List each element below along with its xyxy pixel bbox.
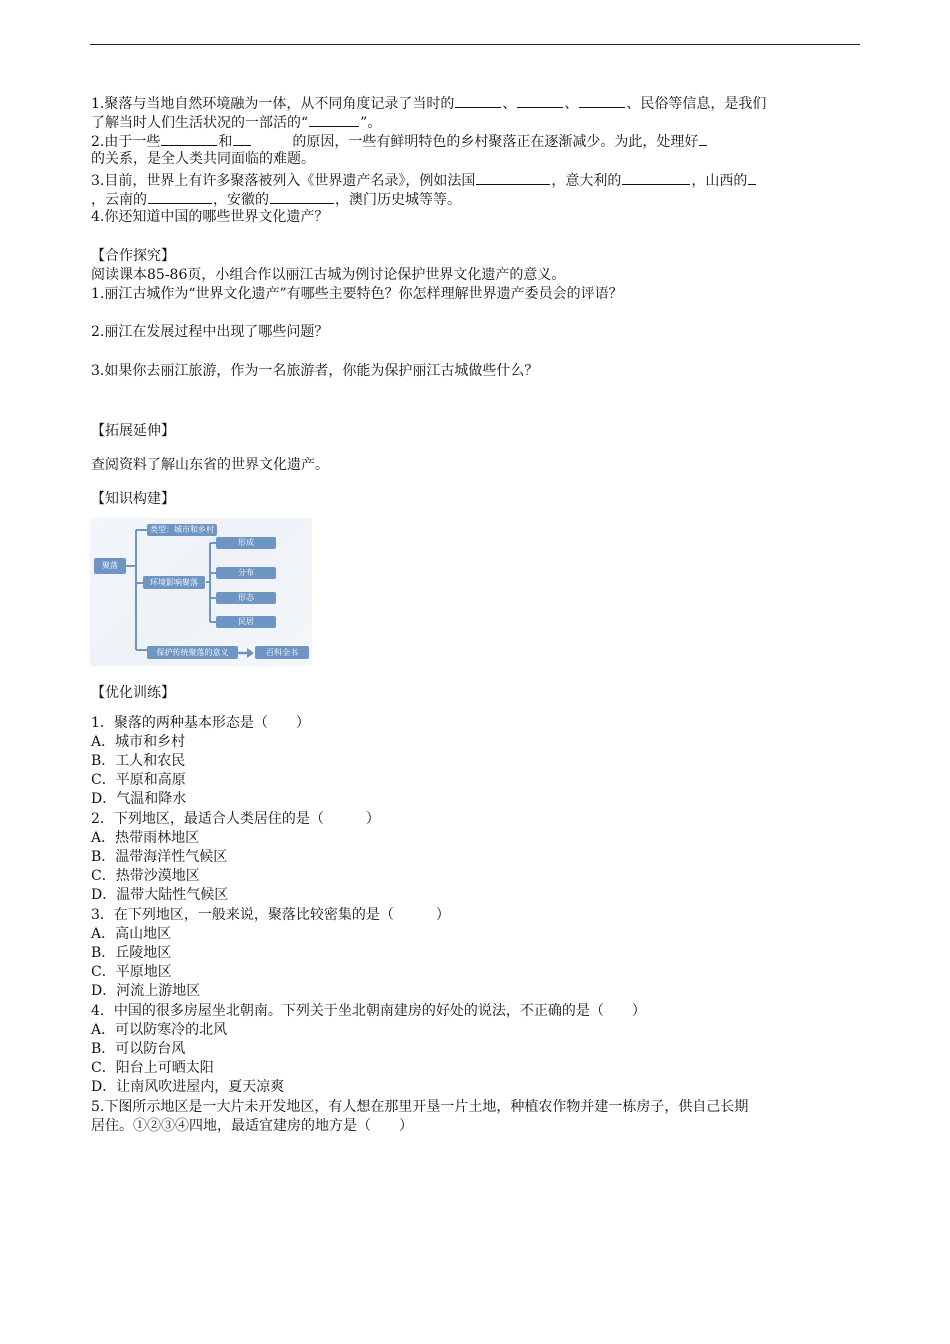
mindmap-root: 聚落 — [94, 558, 126, 574]
training-line: 3．在下列地区，一般来说，聚落比较密集的是（ ） — [91, 907, 450, 923]
fill-q3-line2: ，云南的 ，安徽的 ，澳门历史城等等。 — [91, 189, 461, 210]
training-line: 4．中国的很多房屋坐北朝南。下列关于坐北朝南建房的好处的说法，不正确的是（ ） — [91, 1003, 646, 1019]
training-line: 1．聚落的两种基本形态是（ ） — [91, 715, 310, 731]
header-rule — [90, 44, 860, 45]
fill-q1-line2: 了解当时人们生活状况的一部活的“ ”。 — [91, 112, 381, 133]
extension-text: 查阅资料了解山东省的世界文化遗产。 — [91, 457, 329, 473]
fill-q1-line1: 1.聚落与当地自然环境融为一体，从不同角度记录了当时的 、 、 、民俗等信息，是我们 — [91, 93, 766, 114]
training-line: 5.下图所示地区是一大片未开发地区，有人想在那里开垦一片土地，种植农作物并建一栋房子，供自己长期 — [91, 1099, 749, 1115]
cooperation-q1: 1.丽江古城作为“世界文化遗产”有哪些主要特色？你怎样理解世界遗产委员会的评语？ — [91, 286, 623, 302]
training-line: B．丘陵地区 — [91, 945, 172, 961]
knowledge-heading: 【知识构建】 — [91, 491, 175, 507]
fill-q3-line1: 3.目前，世界上有许多聚落被列入《世界遗产名录》，例如法国 ，意大利的 ，山西的 — [91, 170, 757, 191]
cooperation-intro: 阅读课本85-86页，小组合作以丽江古城为例讨论保护世界文化遗产的意义。 — [91, 267, 566, 283]
cooperation-q2: 2.丽江在发展过程中出现了哪些问题？ — [91, 324, 329, 340]
training-line: A．热带雨林地区 — [91, 830, 200, 846]
training-line: B．可以防台风 — [91, 1041, 186, 1057]
cooperation-heading: 【合作探究】 — [91, 248, 175, 264]
training-line: C．热带沙漠地区 — [91, 868, 200, 884]
mindmap-protect: 保护传统聚落的意义 — [147, 646, 238, 659]
mindmap-sub-dwelling: 民居 — [216, 616, 276, 628]
training-line: D．温带大陆性气候区 — [91, 887, 229, 903]
training-line: C．平原和高原 — [91, 772, 186, 788]
training-line: A．城市和乡村 — [91, 734, 186, 750]
mindmap-type: 类型：城市和乡村 — [147, 524, 217, 536]
knowledge-mindmap — [90, 518, 312, 666]
training-line: A．高山地区 — [91, 926, 172, 942]
mindmap-env: 环境影响聚落 — [143, 576, 205, 589]
training-line: C．平原地区 — [91, 964, 172, 980]
training-line: B．温带海洋性气候区 — [91, 849, 228, 865]
fill-q2-line1: 2.由于一些 和 的原因，一些有鲜明特色的乡村聚落正在逐渐减少。为此，处理好 — [91, 131, 708, 152]
mindmap-connectors — [90, 518, 312, 666]
training-line: D．河流上游地区 — [91, 983, 201, 999]
mindmap-sub-form: 形态 — [216, 592, 276, 604]
training-heading: 【优化训练】 — [91, 685, 175, 701]
training-line: 2．下列地区，最适合人类居住的是（ ） — [91, 811, 380, 827]
training-line: C．阳台上可晒太阳 — [91, 1060, 214, 1076]
training-line: D．让南风吹进屋内，夏天凉爽 — [91, 1079, 285, 1095]
fill-q2-line2: 的关系，是全人类共同面临的难题。 — [91, 151, 315, 167]
mindmap-book: 百科全书 — [255, 646, 309, 659]
mindmap-sub-formation: 形成 — [216, 537, 276, 549]
mindmap-sub-distribution: 分布 — [216, 567, 276, 579]
cooperation-q3: 3.如果你去丽江旅游，作为一名旅游者，你能为保护丽江古城做些什么？ — [91, 363, 539, 379]
training-line: A．可以防寒冷的北风 — [91, 1022, 228, 1038]
extension-heading: 【拓展延伸】 — [91, 423, 175, 439]
training-line: B．工人和农民 — [91, 753, 186, 769]
training-line: D．气温和降水 — [91, 791, 187, 807]
fill-q4: 4.你还知道中国的哪些世界文化遗产？ — [91, 209, 329, 225]
training-line: 居住。①②③④四地，最适宜建房的地方是（ ） — [91, 1118, 413, 1134]
